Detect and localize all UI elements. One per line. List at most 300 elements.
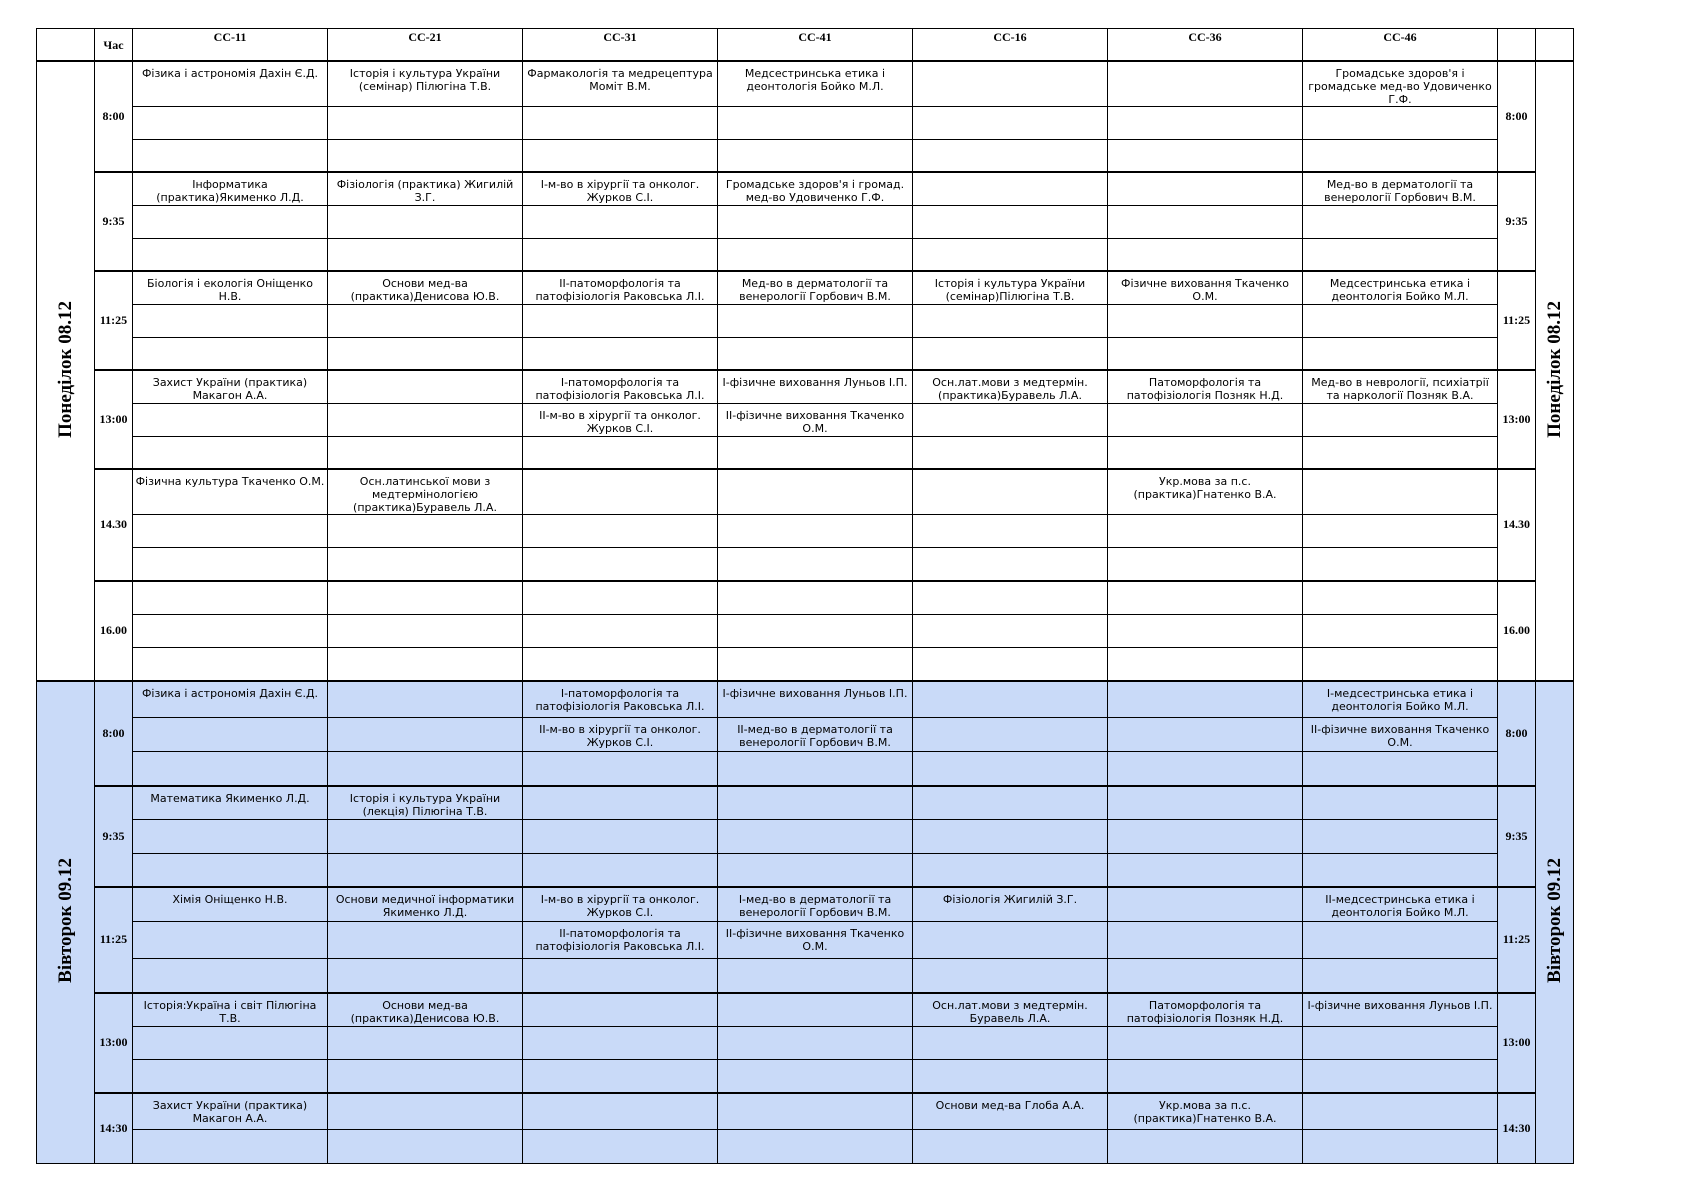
day-label-right: [1536, 681, 1574, 1164]
class-cell: [718, 615, 913, 648]
class-cell: І-мед-во в дерматології та венерології Горбович В.М.: [718, 887, 913, 922]
class-cell: [523, 436, 718, 469]
schedule-row: [37, 1130, 1574, 1164]
class-cell: [1303, 106, 1498, 139]
schedule-row: [37, 370, 1574, 403]
class-cell: [523, 469, 718, 515]
class-cell: [133, 615, 328, 648]
class-cell: ІІ-фізичне виховання Ткаченко О.М.: [718, 922, 913, 959]
schedule-row: [37, 139, 1574, 172]
class-cell: [913, 752, 1108, 786]
class-cell: [718, 515, 913, 548]
class-cell: [913, 238, 1108, 271]
class-cell: [1303, 959, 1498, 993]
class-cell: [523, 820, 718, 854]
class-cell: [913, 469, 1108, 515]
header-group-cc16: СС-16: [913, 29, 1108, 61]
class-cell: [1303, 1027, 1498, 1060]
class-cell: ІІ-патоморфологія та патофізіологія Раковська Л.І.: [523, 922, 718, 959]
schedule-row: [37, 681, 1574, 718]
class-cell: [1303, 752, 1498, 786]
day-label-text: Понеділок 08.12: [1544, 300, 1565, 438]
time-slot-right: 11:25: [1498, 271, 1536, 370]
class-cell: [523, 238, 718, 271]
class-cell: Математика Якименко Л.Д.: [133, 786, 328, 820]
class-cell: [328, 854, 523, 887]
time-slot-right: 14.30: [1498, 469, 1536, 581]
class-cell: [328, 139, 523, 172]
time-slot-left: 16.00: [95, 581, 133, 681]
class-cell: [718, 959, 913, 993]
class-cell: [523, 959, 718, 993]
class-cell: [718, 648, 913, 681]
class-cell: [328, 238, 523, 271]
schedule-row: [37, 887, 1574, 922]
schedule-row: [37, 403, 1574, 436]
class-cell: Фізика і астрономія Дахін Є.Д.: [133, 61, 328, 107]
class-cell: [523, 337, 718, 370]
class-cell: [913, 61, 1108, 107]
class-cell: [523, 548, 718, 581]
class-cell: Основи мед-ва Глоба А.А.: [913, 1093, 1108, 1130]
class-cell: [913, 1130, 1108, 1164]
header-group-cc11: СС-11: [133, 29, 328, 61]
class-cell: [718, 786, 913, 820]
schedule-row: [37, 548, 1574, 581]
class-cell: [328, 370, 523, 403]
class-cell: [523, 1027, 718, 1060]
class-cell: Фізика і астрономія Дахін Є.Д.: [133, 681, 328, 718]
class-cell: [133, 403, 328, 436]
class-cell: [523, 205, 718, 238]
header-empty-far-right: [1536, 29, 1574, 61]
class-cell: Мед-во в неврології, психіатрії та наркології Позняк В.А.: [1303, 370, 1498, 403]
class-cell: [1108, 648, 1303, 681]
class-cell: [133, 581, 328, 615]
class-cell: [1303, 648, 1498, 681]
class-cell: [913, 436, 1108, 469]
class-cell: [718, 752, 913, 786]
class-cell: [328, 436, 523, 469]
class-cell: Громадське здоров'я і громад. мед-во Удовиченко Г.Ф.: [718, 172, 913, 205]
class-cell: [718, 106, 913, 139]
schedule-row: [37, 615, 1574, 648]
class-cell: [133, 205, 328, 238]
class-cell: [913, 581, 1108, 615]
class-cell: [133, 718, 328, 752]
class-cell: [1303, 515, 1498, 548]
class-cell: [328, 337, 523, 370]
class-cell: [328, 1093, 523, 1130]
class-cell: І-фізичне виховання Луньов І.П.: [718, 681, 913, 718]
class-cell: [718, 1130, 913, 1164]
class-cell: [328, 548, 523, 581]
day-label-text: Вівторок 09.12: [55, 858, 76, 984]
time-slot-left: 14:30: [95, 1093, 133, 1164]
class-cell: [718, 581, 913, 615]
class-cell: Захист України (практика) Макагон А.А.: [133, 370, 328, 403]
class-cell: [328, 959, 523, 993]
class-cell: [718, 854, 913, 887]
time-slot-right: 16.00: [1498, 581, 1536, 681]
class-cell: [133, 752, 328, 786]
class-cell: [913, 337, 1108, 370]
time-slot-left: 9:35: [95, 172, 133, 271]
class-cell: [523, 515, 718, 548]
class-cell: Укр.мова за п.с. (практика)Гнатенко В.А.: [1108, 1093, 1303, 1130]
class-cell: [1303, 615, 1498, 648]
class-cell: [1108, 304, 1303, 337]
class-cell: Патоморфологія та патофізіологія Позняк Н.Д.: [1108, 370, 1303, 403]
class-cell: [328, 304, 523, 337]
class-cell: Фармакологія та медрецептура Моміт В.М.: [523, 61, 718, 107]
header-group-cc36: СС-36: [1108, 29, 1303, 61]
class-cell: Патоморфологія та патофізіологія Позняк Н.Д.: [1108, 993, 1303, 1027]
class-cell: Історія і культура України (семінар)Пілюгіна Т.В.: [913, 271, 1108, 304]
class-cell: [328, 515, 523, 548]
class-cell: [523, 993, 718, 1027]
class-cell: [1108, 1027, 1303, 1060]
class-cell: [1303, 205, 1498, 238]
class-cell: [718, 238, 913, 271]
time-slot-left: 13:00: [95, 993, 133, 1093]
header-row: [37, 29, 1574, 61]
schedule-row: [37, 1027, 1574, 1060]
schedule-row: [37, 515, 1574, 548]
class-cell: [1303, 1130, 1498, 1164]
class-cell: [1303, 854, 1498, 887]
class-cell: ІІ-м-во в хірургії та онколог. Журков С.І.: [523, 403, 718, 436]
time-slot-left: 14.30: [95, 469, 133, 581]
class-cell: [1303, 581, 1498, 615]
day-label-left: [37, 61, 95, 681]
class-cell: [523, 648, 718, 681]
class-cell: І-фізичне виховання Луньов І.П.: [718, 370, 913, 403]
header-group-cc41: СС-41: [718, 29, 913, 61]
class-cell: Хімія Оніщенко Н.В.: [133, 887, 328, 922]
class-cell: [1108, 718, 1303, 752]
schedule-row: [37, 337, 1574, 370]
class-cell: [913, 615, 1108, 648]
class-cell: [328, 205, 523, 238]
class-cell: [133, 1027, 328, 1060]
class-cell: [1108, 959, 1303, 993]
class-cell: [1108, 238, 1303, 271]
class-cell: [133, 854, 328, 887]
class-cell: [523, 581, 718, 615]
class-cell: [1108, 1060, 1303, 1093]
class-cell: [133, 238, 328, 271]
class-cell: [328, 1060, 523, 1093]
class-cell: [1303, 1060, 1498, 1093]
class-cell: [1108, 106, 1303, 139]
class-cell: [913, 648, 1108, 681]
class-cell: [1303, 820, 1498, 854]
schedule-row: [37, 648, 1574, 681]
class-cell: [913, 820, 1108, 854]
class-cell: Основи медичної інформатики Якименко Л.Д.: [328, 887, 523, 922]
time-slot-right: 14:30: [1498, 1093, 1536, 1164]
schedule-row: [37, 854, 1574, 887]
class-cell: ІІ-фізичне виховання Ткаченко О.М.: [1303, 718, 1498, 752]
class-cell: [133, 922, 328, 959]
header-group-cc31: СС-31: [523, 29, 718, 61]
class-cell: [328, 1027, 523, 1060]
class-cell: [1108, 854, 1303, 887]
class-cell: [328, 648, 523, 681]
class-cell: [718, 1060, 913, 1093]
time-slot-left: 8:00: [95, 61, 133, 173]
time-slot-right: 13:00: [1498, 370, 1536, 469]
class-cell: І-патоморфологія та патофізіологія Раковська Л.І.: [523, 681, 718, 718]
class-cell: Медсестринська етика і деонтологія Бойко М.Л.: [1303, 271, 1498, 304]
class-cell: [523, 106, 718, 139]
class-cell: [1303, 469, 1498, 515]
class-cell: [1108, 752, 1303, 786]
class-cell: [1108, 581, 1303, 615]
class-cell: [328, 718, 523, 752]
class-cell: ІІ-патоморфологія та патофізіологія Раковська Л.І.: [523, 271, 718, 304]
class-cell: [718, 1093, 913, 1130]
class-cell: Інформатика (практика)Якименко Л.Д.: [133, 172, 328, 205]
class-cell: [913, 854, 1108, 887]
schedule-table: [36, 28, 1574, 1164]
class-cell: [523, 1093, 718, 1130]
class-cell: [133, 1060, 328, 1093]
class-cell: [913, 515, 1108, 548]
class-cell: [523, 139, 718, 172]
time-slot-right: 8:00: [1498, 61, 1536, 173]
class-cell: Історія і культура України (лекція) Пілюгіна Т.В.: [328, 786, 523, 820]
schedule-row: [37, 172, 1574, 205]
class-cell: [328, 106, 523, 139]
schedule-row: [37, 205, 1574, 238]
class-cell: Фізіологія Жигилій З.Г.: [913, 887, 1108, 922]
class-cell: [1303, 337, 1498, 370]
class-cell: [523, 304, 718, 337]
time-slot-left: 11:25: [95, 271, 133, 370]
class-cell: [1108, 615, 1303, 648]
schedule-row: [37, 436, 1574, 469]
class-cell: [1108, 205, 1303, 238]
class-cell: [1303, 403, 1498, 436]
class-cell: І-м-во в хірургії та онколог. Журков С.І.: [523, 887, 718, 922]
class-cell: ІІ-мед-во в дерматології та венерології Горбович В.М.: [718, 718, 913, 752]
schedule-row: [37, 469, 1574, 515]
class-cell: [133, 548, 328, 581]
class-cell: [1108, 436, 1303, 469]
class-cell: [1108, 887, 1303, 922]
class-cell: [913, 548, 1108, 581]
class-cell: [913, 205, 1108, 238]
class-cell: [718, 205, 913, 238]
class-cell: [718, 820, 913, 854]
schedule-row: [37, 238, 1574, 271]
class-cell: Мед-во в дерматології та венерології Горбович В.М.: [718, 271, 913, 304]
class-cell: [1108, 403, 1303, 436]
schedule-row: [37, 1093, 1574, 1130]
class-cell: [1108, 172, 1303, 205]
time-slot-left: 8:00: [95, 681, 133, 786]
class-cell: Фізична культура Ткаченко О.М.: [133, 469, 328, 515]
schedule-row: [37, 61, 1574, 107]
class-cell: Історія:Україна і світ Пілюгіна Т.В.: [133, 993, 328, 1027]
time-slot-right: 11:25: [1498, 887, 1536, 993]
class-cell: [133, 648, 328, 681]
class-cell: [718, 139, 913, 172]
class-cell: [328, 752, 523, 786]
class-cell: [1108, 515, 1303, 548]
class-cell: [913, 1027, 1108, 1060]
class-cell: [913, 172, 1108, 205]
class-cell: [1303, 238, 1498, 271]
day-label-text: Вівторок 09.12: [1544, 858, 1565, 984]
class-cell: [1303, 304, 1498, 337]
class-cell: [1303, 139, 1498, 172]
header-group-cc46: СС-46: [1303, 29, 1498, 61]
class-cell: [133, 1130, 328, 1164]
class-cell: [1303, 1093, 1498, 1130]
class-cell: [718, 993, 913, 1027]
class-cell: Укр.мова за п.с. (практика)Гнатенко В.А.: [1108, 469, 1303, 515]
class-cell: І-фізичне виховання Луньов І.П.: [1303, 993, 1498, 1027]
class-cell: [1303, 922, 1498, 959]
class-cell: Осн.лат.мови з медтермін. Буравель Л.А.: [913, 993, 1108, 1027]
class-cell: ІІ-фізичне виховання Ткаченко О.М.: [718, 403, 913, 436]
class-cell: [718, 436, 913, 469]
time-slot-left: 11:25: [95, 887, 133, 993]
class-cell: Громадське здоров'я і громадське мед-во Удовиченко Г.Ф.: [1303, 61, 1498, 107]
class-cell: [1108, 139, 1303, 172]
class-cell: Осн.латинської мови з медтермінологією (практика)Буравель Л.А.: [328, 469, 523, 515]
class-cell: [1303, 548, 1498, 581]
class-cell: [328, 1130, 523, 1164]
class-cell: [1108, 1130, 1303, 1164]
class-cell: Захист України (практика) Макагон А.А.: [133, 1093, 328, 1130]
class-cell: Фізичне виховання Ткаченко О.М.: [1108, 271, 1303, 304]
day-label-text: Понеділок 08.12: [55, 300, 76, 438]
class-cell: Основи мед-ва (практика)Денисова Ю.В.: [328, 993, 523, 1027]
class-cell: Основи мед-ва (практика)Денисова Ю.В.: [328, 271, 523, 304]
class-cell: [523, 615, 718, 648]
header-group-cc21: СС-21: [328, 29, 523, 61]
class-cell: [133, 515, 328, 548]
time-slot-right: 9:35: [1498, 172, 1536, 271]
class-cell: [1108, 548, 1303, 581]
class-cell: [133, 436, 328, 469]
schedule-row: [37, 959, 1574, 993]
header-corner: [37, 29, 95, 61]
class-cell: [1108, 337, 1303, 370]
class-cell: [133, 959, 328, 993]
class-cell: [913, 106, 1108, 139]
class-cell: Осн.лат.мови з медтермін. (практика)Буравель Л.А.: [913, 370, 1108, 403]
class-cell: [328, 581, 523, 615]
class-cell: [328, 922, 523, 959]
class-cell: ІІ-м-во в хірургії та онколог. Журков С.І.: [523, 718, 718, 752]
class-cell: [913, 681, 1108, 718]
class-cell: [913, 139, 1108, 172]
class-cell: [523, 752, 718, 786]
time-slot-left: 9:35: [95, 786, 133, 887]
class-cell: [1108, 786, 1303, 820]
class-cell: [523, 786, 718, 820]
schedule-row: [37, 786, 1574, 820]
class-cell: ІІ-медсестринська етика і деонтологія Бойко М.Л.: [1303, 887, 1498, 922]
class-cell: Мед-во в дерматології та венерології Горбович В.М.: [1303, 172, 1498, 205]
class-cell: І-патоморфологія та патофізіологія Раковська Л.І.: [523, 370, 718, 403]
class-cell: [913, 718, 1108, 752]
class-cell: [1303, 436, 1498, 469]
class-cell: І-м-во в хірургії та онколог. Журков С.І.: [523, 172, 718, 205]
schedule-row: [37, 922, 1574, 959]
class-cell: [718, 304, 913, 337]
schedule-row: [37, 271, 1574, 304]
class-cell: Фізіологія (практика) Жигилій З.Г.: [328, 172, 523, 205]
class-cell: [328, 681, 523, 718]
schedule-row: [37, 1060, 1574, 1093]
schedule-row: [37, 106, 1574, 139]
class-cell: [523, 1060, 718, 1093]
class-cell: І-медсестринська етика і деонтологія Бойко М.Л.: [1303, 681, 1498, 718]
class-cell: [133, 106, 328, 139]
class-cell: [718, 337, 913, 370]
class-cell: [133, 337, 328, 370]
schedule-row: [37, 581, 1574, 615]
day-label-right: [1536, 61, 1574, 681]
schedule-row: [37, 820, 1574, 854]
class-cell: [133, 820, 328, 854]
class-cell: [1108, 61, 1303, 107]
time-slot-left: 13:00: [95, 370, 133, 469]
class-cell: [718, 1027, 913, 1060]
schedule-row: [37, 304, 1574, 337]
schedule-row: [37, 993, 1574, 1027]
class-cell: [913, 304, 1108, 337]
class-cell: [133, 139, 328, 172]
class-cell: [328, 615, 523, 648]
schedule-row: [37, 718, 1574, 752]
class-cell: [718, 548, 913, 581]
schedule-body: [37, 61, 1574, 1164]
class-cell: [913, 922, 1108, 959]
class-cell: [913, 786, 1108, 820]
class-cell: Біологія і екологія Оніщенко Н.В.: [133, 271, 328, 304]
class-cell: [913, 403, 1108, 436]
time-slot-right: 9:35: [1498, 786, 1536, 887]
class-cell: [913, 1060, 1108, 1093]
class-cell: Медсестринська етика і деонтологія Бойко М.Л.: [718, 61, 913, 107]
class-cell: [718, 469, 913, 515]
class-cell: [523, 854, 718, 887]
time-slot-right: 13:00: [1498, 993, 1536, 1093]
class-cell: [133, 304, 328, 337]
class-cell: [1108, 922, 1303, 959]
class-cell: [328, 403, 523, 436]
class-cell: [1108, 681, 1303, 718]
class-cell: Історія і культура України (семінар) Пілюгіна Т.В.: [328, 61, 523, 107]
class-cell: [1303, 786, 1498, 820]
day-label-left: [37, 681, 95, 1164]
time-slot-right: 8:00: [1498, 681, 1536, 786]
class-cell: [1108, 820, 1303, 854]
class-cell: [523, 1130, 718, 1164]
header-empty-right: [1498, 29, 1536, 61]
schedule-row: [37, 752, 1574, 786]
header-time-label: Час: [95, 29, 133, 61]
class-cell: [328, 820, 523, 854]
class-cell: [913, 959, 1108, 993]
